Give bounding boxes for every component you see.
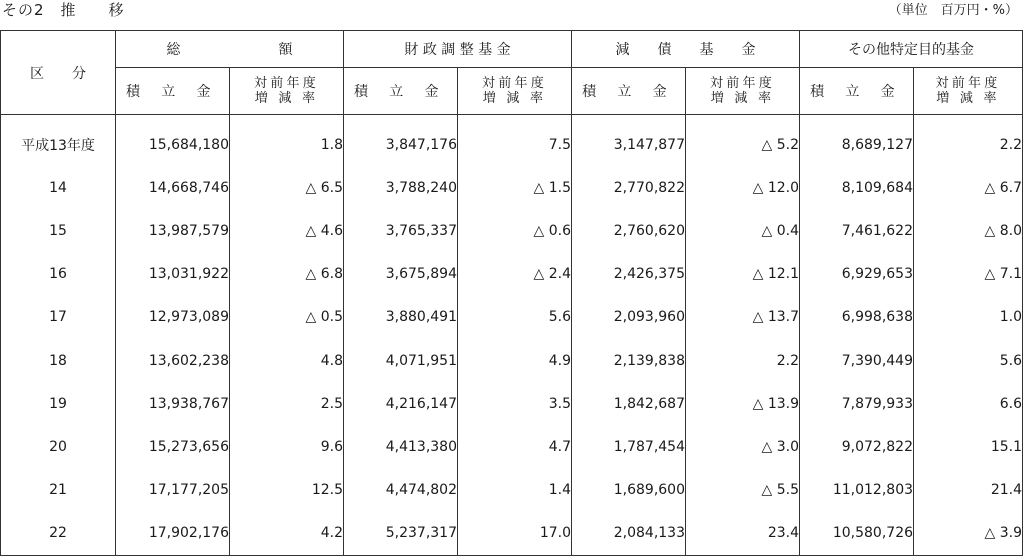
cell-balance: 2,093,960 — [572, 296, 686, 339]
subheader-change-rate — [914, 68, 1023, 115]
cell-balance: 2,139,838 — [572, 339, 686, 382]
row-year: 15 — [1, 209, 116, 252]
cell-change-rate: △ 3.0 — [686, 425, 800, 468]
cell-change-rate: △ 0.6 — [458, 209, 572, 252]
table-row — [1, 512, 1023, 556]
cell-balance: 7,390,449 — [800, 339, 914, 382]
cell-balance: 8,689,127 — [800, 115, 914, 167]
row-year: 20 — [1, 425, 116, 468]
cell-balance: 15,273,656 — [116, 425, 230, 468]
cell-change-rate: △ 13.9 — [686, 382, 800, 425]
row-year: 14 — [1, 166, 116, 209]
subheader-change-rate — [686, 68, 800, 115]
cell-change-rate: 12.5 — [230, 469, 344, 512]
cell-change-rate: 21.4 — [914, 469, 1023, 512]
cell-balance: 8,109,684 — [800, 166, 914, 209]
cell-change-rate: 2.2 — [914, 115, 1023, 167]
cell-balance: 2,770,822 — [572, 166, 686, 209]
cell-change-rate: 5.6 — [458, 296, 572, 339]
cell-change-rate: 1.4 — [458, 469, 572, 512]
cell-change-rate: △ 3.9 — [914, 512, 1023, 556]
subheader-change-rate — [230, 68, 344, 115]
header-total: 総 額 — [116, 31, 344, 68]
header-fiscal-adjustment-fund: 財 政 調 整 基 金 — [344, 31, 572, 68]
cell-balance: 5,237,317 — [344, 512, 458, 556]
row-year: 16 — [1, 253, 116, 296]
cell-change-rate: 17.0 — [458, 512, 572, 556]
cell-change-rate: 7.5 — [458, 115, 572, 167]
subheader-change-rate — [458, 68, 572, 115]
cell-balance: 9,072,822 — [800, 425, 914, 468]
cell-change-rate: 15.1 — [914, 425, 1023, 468]
row-year: 22 — [1, 512, 116, 556]
cell-balance: 1,787,454 — [572, 425, 686, 468]
cell-balance: 3,788,240 — [344, 166, 458, 209]
cell-balance: 2,426,375 — [572, 253, 686, 296]
table-row — [1, 425, 1023, 468]
subheader-change-rate-line1: 対前年度 — [482, 76, 548, 91]
cell-balance: 4,413,380 — [344, 425, 458, 468]
cell-balance: 11,012,803 — [800, 469, 914, 512]
cell-balance: 6,998,638 — [800, 296, 914, 339]
cell-balance: 13,602,238 — [116, 339, 230, 382]
cell-change-rate: △ 8.0 — [914, 209, 1023, 252]
table-row — [1, 382, 1023, 425]
cell-change-rate: △ 5.2 — [686, 115, 800, 167]
cell-balance: 14,668,746 — [116, 166, 230, 209]
table-row — [1, 115, 1023, 167]
cell-balance: 13,987,579 — [116, 209, 230, 252]
cell-change-rate: △ 13.7 — [686, 296, 800, 339]
cell-change-rate: 3.5 — [458, 382, 572, 425]
cell-balance: 6,929,653 — [800, 253, 914, 296]
cell-balance: 7,879,933 — [800, 382, 914, 425]
cell-balance: 4,071,951 — [344, 339, 458, 382]
cell-change-rate: 2.2 — [686, 339, 800, 382]
cell-change-rate: △ 0.5 — [230, 296, 344, 339]
subheader-change-rate-line2: 増 減 率 — [936, 91, 1000, 106]
cell-balance: 3,847,176 — [344, 115, 458, 167]
cell-change-rate: △ 4.6 — [230, 209, 344, 252]
cell-change-rate: 6.6 — [914, 382, 1023, 425]
page-title: その2 推 移 — [2, 1, 125, 19]
cell-balance: 10,580,726 — [800, 512, 914, 556]
cell-balance: 3,147,877 — [572, 115, 686, 167]
subheader-balance: 積 立 金 — [800, 68, 914, 115]
header-category: 区 分 — [1, 31, 116, 115]
row-year: 18 — [1, 339, 116, 382]
cell-change-rate: 2.5 — [230, 382, 344, 425]
cell-balance: 3,880,491 — [344, 296, 458, 339]
cell-balance: 15,684,180 — [116, 115, 230, 167]
unit-label: （単位 百万円・%） — [888, 3, 1018, 18]
cell-balance: 17,177,205 — [116, 469, 230, 512]
cell-change-rate: 9.6 — [230, 425, 344, 468]
subheader-balance: 積 立 金 — [344, 68, 458, 115]
subheader-change-rate-line1: 対前年度 — [935, 76, 1001, 91]
cell-balance: 3,765,337 — [344, 209, 458, 252]
cell-change-rate: △ 2.4 — [458, 253, 572, 296]
cell-balance: 7,461,622 — [800, 209, 914, 252]
cell-balance: 1,689,600 — [572, 469, 686, 512]
table-row — [1, 209, 1023, 252]
cell-balance: 13,031,922 — [116, 253, 230, 296]
cell-change-rate: △ 12.0 — [686, 166, 800, 209]
cell-change-rate: △ 12.1 — [686, 253, 800, 296]
cell-change-rate: 4.8 — [230, 339, 344, 382]
cell-balance: 1,842,687 — [572, 382, 686, 425]
table-row — [1, 339, 1023, 382]
subheader-change-rate-line2: 増 減 率 — [482, 91, 547, 106]
cell-balance: 2,760,620 — [572, 209, 686, 252]
cell-balance: 13,938,767 — [116, 382, 230, 425]
fund-table — [0, 30, 1023, 556]
cell-change-rate: 23.4 — [686, 512, 800, 556]
table-row — [1, 253, 1023, 296]
cell-change-rate: 4.9 — [458, 339, 572, 382]
subheader-balance: 積 立 金 — [116, 68, 230, 115]
header-debt-reduction-fund: 減 債 基 金 — [572, 31, 800, 68]
cell-change-rate: △ 0.4 — [686, 209, 800, 252]
row-year: 19 — [1, 382, 116, 425]
cell-change-rate: △ 6.7 — [914, 166, 1023, 209]
table-row — [1, 469, 1023, 512]
table-row — [1, 166, 1023, 209]
cell-change-rate: △ 1.5 — [458, 166, 572, 209]
header-other-specific-fund: その他特定目的基金 — [800, 31, 1023, 68]
cell-change-rate: 1.0 — [914, 296, 1023, 339]
cell-change-rate: △ 6.8 — [230, 253, 344, 296]
cell-balance: 17,902,176 — [116, 512, 230, 556]
row-year: 21 — [1, 469, 116, 512]
row-year: 17 — [1, 296, 116, 339]
subheader-change-rate-line2: 増 減 率 — [254, 91, 319, 106]
cell-change-rate: 4.7 — [458, 425, 572, 468]
row-year: 平成13年度 — [1, 115, 116, 167]
cell-change-rate: △ 5.5 — [686, 469, 800, 512]
subheader-change-rate-line2: 増 減 率 — [710, 91, 775, 106]
cell-balance: 3,675,894 — [344, 253, 458, 296]
subheader-balance: 積 立 金 — [572, 68, 686, 115]
cell-balance: 12,973,089 — [116, 296, 230, 339]
table-row — [1, 296, 1023, 339]
subheader-change-rate-line1: 対前年度 — [253, 76, 319, 91]
cell-change-rate: △ 7.1 — [914, 253, 1023, 296]
cell-change-rate: 1.8 — [230, 115, 344, 167]
cell-balance: 2,084,133 — [572, 512, 686, 556]
cell-balance: 4,216,147 — [344, 382, 458, 425]
cell-change-rate: 4.2 — [230, 512, 344, 556]
cell-change-rate: △ 6.5 — [230, 166, 344, 209]
cell-change-rate: 5.6 — [914, 339, 1023, 382]
cell-balance: 4,474,802 — [344, 469, 458, 512]
subheader-change-rate-line1: 対前年度 — [710, 76, 776, 91]
